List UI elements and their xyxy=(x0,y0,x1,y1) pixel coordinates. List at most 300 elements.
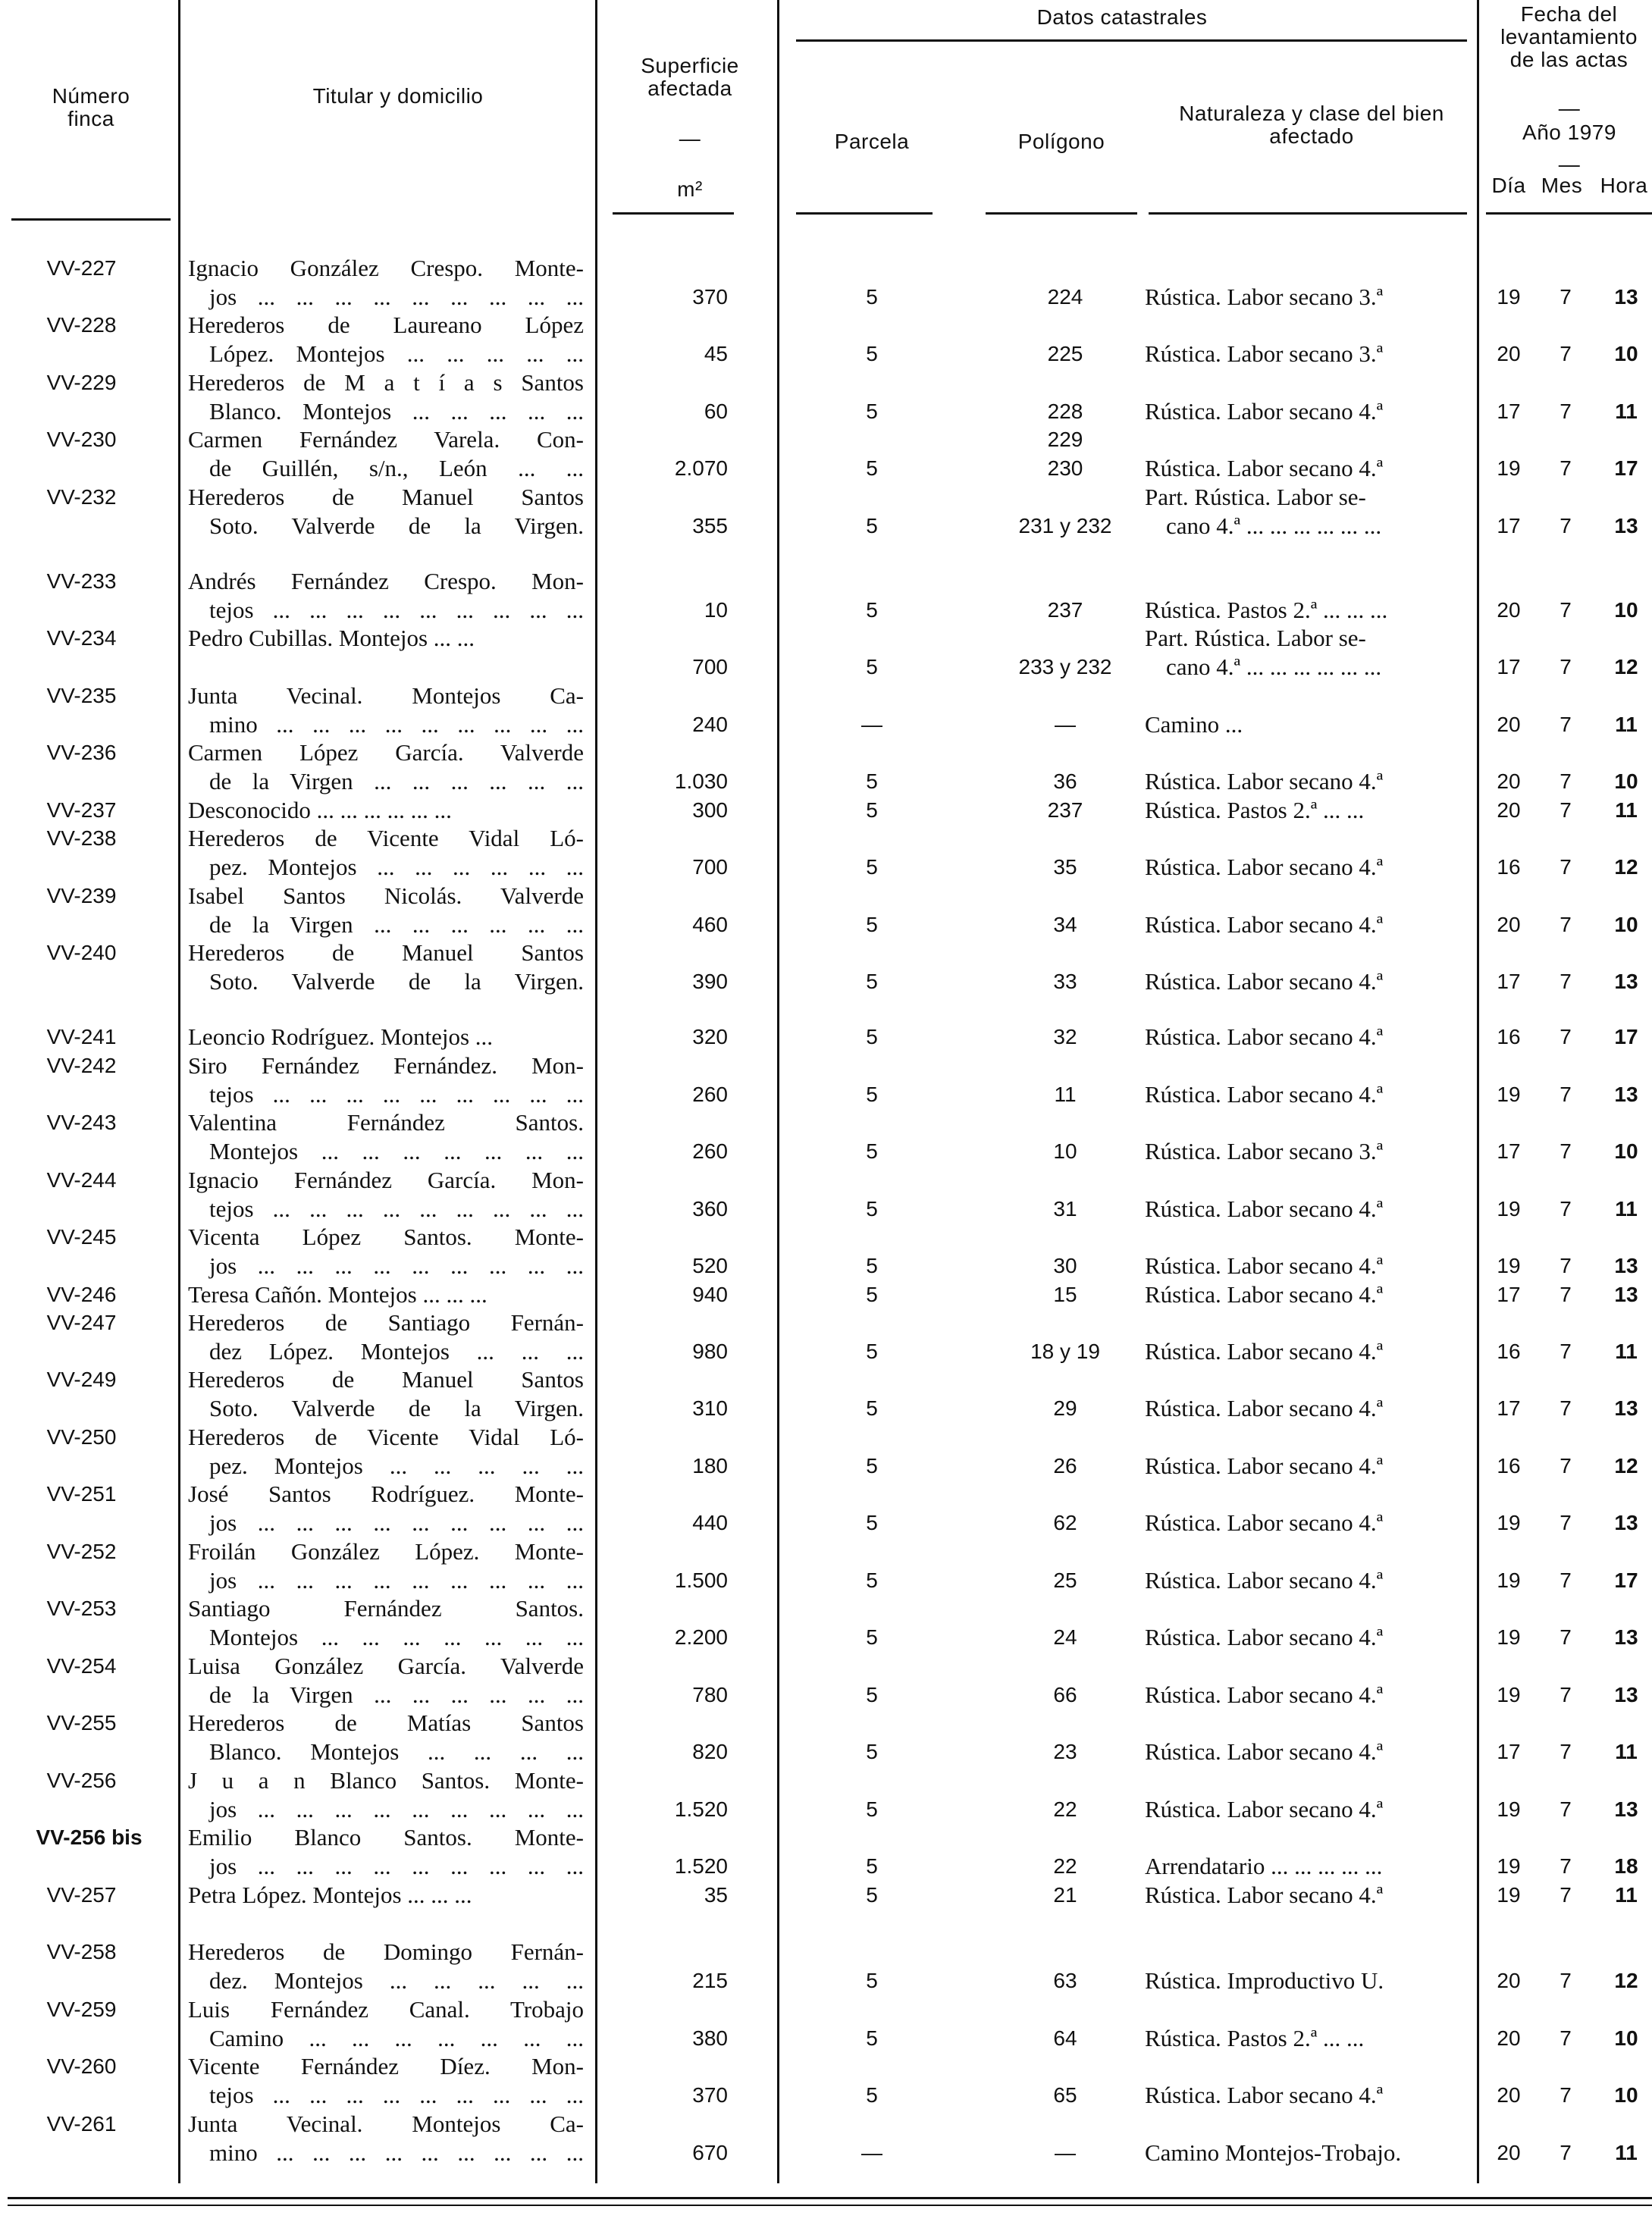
hora-value: 17 xyxy=(1614,1568,1638,1592)
finca-number: VV-252 xyxy=(46,1540,117,1563)
mes-value: 7 xyxy=(1560,1254,1572,1277)
mes-value: 7 xyxy=(1560,769,1572,793)
titular-line: Camino ... ... ... ... ... ... ... xyxy=(209,2025,584,2051)
mes-value: 7 xyxy=(1560,855,1572,879)
dia-value: 17 xyxy=(1497,1283,1521,1306)
mes-value: 7 xyxy=(1560,1454,1572,1478)
mes-value: 7 xyxy=(1560,713,1572,736)
finca-number: VV-257 xyxy=(46,1883,117,1907)
mes-value: 7 xyxy=(1560,1625,1572,1649)
parcela-value: 5 xyxy=(866,1396,878,1420)
hora-value: 11 xyxy=(1615,713,1638,736)
hora-value: 11 xyxy=(1615,1883,1638,1907)
naturaleza-line: Rústica. Labor secano 4.ª xyxy=(1145,1081,1384,1108)
header-anio: Año 1979 xyxy=(1522,121,1616,144)
mes-value: 7 xyxy=(1560,1396,1572,1420)
titular-cell xyxy=(188,824,584,882)
parcela-value: 5 xyxy=(866,855,878,879)
titular-cell xyxy=(188,254,584,312)
superficie-value: 240 xyxy=(692,713,728,736)
naturaleza-cell xyxy=(1145,710,1472,739)
naturaleza-cell xyxy=(1145,283,1472,312)
naturaleza-line: cano 4.ª ... ... ... ... ... ... xyxy=(1166,512,1382,539)
titular-cell xyxy=(188,796,584,825)
titular-cell xyxy=(188,1423,584,1481)
titular-line: Petra López. Montejos ... ... ... xyxy=(188,1882,472,1908)
naturaleza-cell xyxy=(1145,1738,1472,1766)
header-superficie-dash: — xyxy=(679,127,701,150)
hora-value: 13 xyxy=(1614,1683,1638,1706)
naturaleza-line: Rústica. Labor secano 3.ª xyxy=(1145,340,1384,367)
naturaleza-line: Rústica. Labor secano 4.ª xyxy=(1145,854,1384,880)
parcela-value: — xyxy=(861,713,882,736)
poligono-value: 32 xyxy=(1053,1025,1077,1048)
naturaleza-line: Camino ... xyxy=(1145,711,1243,738)
dia-value: 19 xyxy=(1497,1083,1521,1106)
titular-cell xyxy=(188,1537,584,1595)
naturaleza-line: Arrendatario ... ... ... ... ... xyxy=(1145,1853,1383,1879)
parcela-value: — xyxy=(861,2141,882,2164)
hora-value: 13 xyxy=(1614,970,1638,993)
mes-value: 7 xyxy=(1560,1740,1572,1763)
superficie-value: 180 xyxy=(692,1454,728,1478)
finca-number: VV-260 xyxy=(46,2054,117,2078)
titular-cell xyxy=(188,1594,584,1652)
poligono-value: 224 xyxy=(1047,285,1083,309)
parcela-value: 5 xyxy=(866,342,878,365)
finca-number: VV-239 xyxy=(46,884,117,907)
naturaleza-cell xyxy=(1145,1023,1472,1051)
naturaleza-line: Rústica. Pastos 2.ª ... ... ... xyxy=(1145,597,1388,623)
hora-value: 13 xyxy=(1614,285,1638,309)
titular-cell xyxy=(188,1308,584,1366)
finca-number: VV-246 xyxy=(46,1283,117,1306)
hora-value: 10 xyxy=(1614,342,1638,365)
titular-line: Emilio Blanco Santos. Monte- xyxy=(188,1824,584,1851)
titular-line: de la Virgen ... ... ... ... ... ... xyxy=(209,1681,584,1708)
naturaleza-cell xyxy=(1145,1795,1472,1824)
naturaleza-cell xyxy=(1145,596,1472,625)
titular-line: Blanco. Montejos ... ... ... ... xyxy=(209,1738,584,1765)
finca-number: VV-253 xyxy=(46,1597,117,1620)
finca-number: VV-250 xyxy=(46,1425,117,1449)
dia-value: 16 xyxy=(1497,1025,1521,1048)
naturaleza-cell xyxy=(1145,1280,1472,1309)
header-hora: Hora xyxy=(1600,174,1648,197)
parcela-value: 5 xyxy=(866,598,878,622)
superficie-value: 380 xyxy=(692,2026,728,2050)
dia-value: 16 xyxy=(1497,855,1521,879)
parcela-value: 5 xyxy=(866,1883,878,1907)
titular-line: mino ... ... ... ... ... ... ... ... ... xyxy=(209,711,584,738)
naturaleza-cell xyxy=(1145,1452,1472,1481)
finca-number: VV-228 xyxy=(46,313,117,337)
naturaleza-line: cano 4.ª ... ... ... ... ... ... xyxy=(1166,653,1382,680)
naturaleza-cell xyxy=(1145,1080,1472,1109)
header-fecha: Fecha del levantamiento de las actas xyxy=(1500,2,1638,71)
finca-number: VV-243 xyxy=(46,1111,117,1134)
titular-line: pez. Montejos ... ... ... ... ... ... xyxy=(209,854,584,880)
titular-line: jos ... ... ... ... ... ... ... ... ... xyxy=(209,284,584,310)
parcela-value: 5 xyxy=(866,514,878,537)
mes-value: 7 xyxy=(1560,655,1572,678)
naturaleza-line: Rústica. Labor secano 4.ª xyxy=(1145,911,1384,938)
titular-line: Vicenta López Santos. Monte- xyxy=(188,1224,584,1250)
titular-line: J u a n Blanco Santos. Monte- xyxy=(188,1767,584,1794)
naturaleza-cell xyxy=(1145,1509,1472,1537)
titular-line: Herederos de Laureano López xyxy=(188,312,584,338)
titular-cell xyxy=(188,939,584,996)
finca-number: VV-256 xyxy=(46,1769,117,1792)
hora-value: 13 xyxy=(1614,1083,1638,1106)
naturaleza-cell xyxy=(1145,1681,1472,1709)
hora-value: 11 xyxy=(1615,2141,1638,2164)
titular-line: Junta Vecinal. Montejos Ca- xyxy=(188,682,584,709)
titular-line: Herederos de Vicente Vidal Ló- xyxy=(188,825,584,851)
naturaleza-line: Rústica. Labor secano 4.ª xyxy=(1145,1624,1384,1650)
mes-value: 7 xyxy=(1560,970,1572,993)
finca-number: VV-233 xyxy=(46,569,117,593)
titular-line: Santiago Fernández Santos. xyxy=(188,1595,584,1622)
titular-cell xyxy=(188,368,584,426)
parcela-value: 5 xyxy=(866,913,878,936)
parcela-value: 5 xyxy=(866,400,878,423)
superficie-value: 2.200 xyxy=(674,1625,728,1649)
naturaleza-cell xyxy=(1145,1966,1472,1995)
naturaleza-cell xyxy=(1145,967,1472,996)
titular-line: Herederos de Domingo Fernán- xyxy=(188,1938,584,1965)
poligono-value: 30 xyxy=(1053,1254,1077,1277)
titular-cell xyxy=(188,1051,584,1109)
mes-value: 7 xyxy=(1560,2083,1572,2107)
poligono-value: 63 xyxy=(1053,1969,1077,1992)
titular-cell xyxy=(188,1938,584,1995)
mes-value: 7 xyxy=(1560,456,1572,480)
finca-number: VV-245 xyxy=(46,1225,117,1249)
naturaleza-line: Rústica. Labor secano 3.ª xyxy=(1145,1138,1384,1164)
header-naturaleza: Naturaleza y clase del bien afectado xyxy=(1179,102,1444,148)
superficie-value: 1.030 xyxy=(674,769,728,793)
dia-value: 20 xyxy=(1497,2026,1521,2050)
naturaleza-cell xyxy=(1145,1566,1472,1595)
poligono-value: 35 xyxy=(1053,855,1077,879)
dia-value: 20 xyxy=(1497,798,1521,822)
titular-line: de la Virgen ... ... ... ... ... ... xyxy=(209,768,584,794)
naturaleza-cell xyxy=(1145,624,1472,682)
titular-line: Froilán González López. Monte- xyxy=(188,1538,584,1565)
dia-value: 20 xyxy=(1497,2141,1521,2164)
poligono-value: 33 xyxy=(1053,970,1077,993)
superficie-value: 670 xyxy=(692,2141,728,2164)
hora-value: 13 xyxy=(1614,1396,1638,1420)
naturaleza-line: Rústica. Labor secano 4.ª xyxy=(1145,1453,1384,1479)
poligono-value: 66 xyxy=(1053,1683,1077,1706)
mes-value: 7 xyxy=(1560,913,1572,936)
titular-cell xyxy=(188,1480,584,1537)
naturaleza-cell xyxy=(1145,2024,1472,2053)
titular-cell xyxy=(188,624,584,653)
hora-value: 17 xyxy=(1614,456,1638,480)
hora-value: 10 xyxy=(1614,598,1638,622)
poligono-value: 11 xyxy=(1054,1083,1077,1106)
poligono-value: 36 xyxy=(1053,769,1077,793)
hora-value: 11 xyxy=(1615,400,1638,423)
mes-value: 7 xyxy=(1560,598,1572,622)
mes-value: 7 xyxy=(1560,1340,1572,1363)
titular-line: tejos ... ... ... ... ... ... ... ... ... xyxy=(209,1196,584,1222)
titular-line: Ignacio Fernández García. Mon- xyxy=(188,1167,584,1193)
naturaleza-cell xyxy=(1145,853,1472,882)
naturaleza-cell xyxy=(1145,2081,1472,2110)
hora-value: 13 xyxy=(1614,1254,1638,1277)
header-datos-catastrales: Datos catastrales xyxy=(1036,5,1208,29)
naturaleza-cell xyxy=(1145,1195,1472,1224)
hora-value: 12 xyxy=(1614,655,1638,678)
parcela-value: 5 xyxy=(866,769,878,793)
dia-value: 17 xyxy=(1497,1139,1521,1163)
superficie-value: 355 xyxy=(692,514,728,537)
titular-line: de Guillén, s/n., León ... ... xyxy=(209,455,584,481)
titular-line: jos ... ... ... ... ... ... ... ... ... xyxy=(209,1796,584,1822)
titular-line: Isabel Santos Nicolás. Valverde xyxy=(188,882,584,909)
superficie-value: 940 xyxy=(692,1283,728,1306)
titular-line: Herederos de Matías Santos xyxy=(188,1709,584,1736)
header-dash-anio: — xyxy=(1558,96,1581,120)
header-mes: Mes xyxy=(1541,174,1583,197)
titular-cell xyxy=(188,1108,584,1166)
parcela-value: 5 xyxy=(866,1340,878,1363)
naturaleza-cell xyxy=(1145,796,1472,825)
titular-line: tejos ... ... ... ... ... ... ... ... ... xyxy=(209,2082,584,2108)
poligono-value: 231 y 232 xyxy=(1018,514,1112,537)
header-dash-time: — xyxy=(1558,152,1581,176)
parcela-value: 5 xyxy=(866,2026,878,2050)
hora-value: 10 xyxy=(1614,1139,1638,1163)
titular-line: Herederos de Manuel Santos xyxy=(188,484,584,510)
finca-number: VV-238 xyxy=(46,826,117,850)
titular-line: Andrés Fernández Crespo. Mon- xyxy=(188,568,584,594)
superficie-value: 1.520 xyxy=(674,1854,728,1878)
poligono-value: 26 xyxy=(1053,1454,1077,1478)
finca-number: VV-251 xyxy=(46,1482,117,1506)
mes-value: 7 xyxy=(1560,1969,1572,1992)
dia-value: 17 xyxy=(1497,655,1521,678)
superficie-value: 310 xyxy=(692,1396,728,1420)
finca-number: VV-242 xyxy=(46,1054,117,1077)
superficie-value: 10 xyxy=(704,598,728,622)
titular-line: mino ... ... ... ... ... ... ... ... ... xyxy=(209,2139,584,2166)
dia-value: 20 xyxy=(1497,2083,1521,2107)
titular-line: Junta Vecinal. Montejos Ca- xyxy=(188,2111,584,2137)
naturaleza-line: Rústica. Labor secano 4.ª xyxy=(1145,1796,1384,1822)
hora-value: 13 xyxy=(1614,514,1638,537)
parcela-value: 5 xyxy=(866,1083,878,1106)
mes-value: 7 xyxy=(1560,1797,1572,1821)
titular-line: Teresa Cañón. Montejos ... ... ... xyxy=(188,1281,487,1308)
mes-value: 7 xyxy=(1560,514,1572,537)
naturaleza-line: Rústica. Labor secano 4.ª xyxy=(1145,1738,1384,1765)
parcela-value: 5 xyxy=(866,1625,878,1649)
header-numero-finca: Número finca xyxy=(52,84,130,130)
titular-cell xyxy=(188,1881,584,1910)
parcela-value: 5 xyxy=(866,456,878,480)
poligono-value: 18 y 19 xyxy=(1030,1340,1100,1363)
superficie-value: 360 xyxy=(692,1197,728,1221)
poligono-value: 237 xyxy=(1047,598,1083,622)
naturaleza-line: Rústica. Labor secano 4.ª xyxy=(1145,1681,1384,1708)
dia-value: 20 xyxy=(1497,342,1521,365)
poligono-value: — xyxy=(1055,2141,1076,2164)
naturaleza-line: Rústica. Labor secano 4.ª xyxy=(1145,1196,1384,1222)
dia-value: 17 xyxy=(1497,514,1521,537)
titular-line: Leoncio Rodríguez. Montejos ... xyxy=(188,1023,494,1050)
titular-cell xyxy=(188,1823,584,1881)
naturaleza-line: Rústica. Labor secano 4.ª xyxy=(1145,1252,1384,1279)
mes-value: 7 xyxy=(1560,1283,1572,1306)
parcela-value: 5 xyxy=(866,798,878,822)
naturaleza-line: Rústica. Improductivo U. xyxy=(1145,1967,1384,1994)
superficie-value: 300 xyxy=(692,798,728,822)
naturaleza-cell xyxy=(1145,1623,1472,1652)
superficie-value: 320 xyxy=(692,1025,728,1048)
header-superficie: Superficie afectada xyxy=(641,54,739,100)
mes-value: 7 xyxy=(1560,2026,1572,2050)
titular-line: Soto. Valverde de la Virgen. xyxy=(209,512,584,539)
finca-number: VV-237 xyxy=(46,798,117,822)
dia-value: 20 xyxy=(1497,1969,1521,1992)
superficie-value: 260 xyxy=(692,1083,728,1106)
header-dia: Día xyxy=(1491,174,1526,197)
parcela-value: 5 xyxy=(866,1511,878,1534)
dia-value: 19 xyxy=(1497,1254,1521,1277)
naturaleza-cell xyxy=(1145,483,1472,541)
titular-line: jos ... ... ... ... ... ... ... ... ... xyxy=(209,1853,584,1879)
superficie-value: 460 xyxy=(692,913,728,936)
poligono-value: 225 xyxy=(1047,342,1083,365)
superficie-value: 260 xyxy=(692,1139,728,1163)
naturaleza-cell xyxy=(1145,1394,1472,1423)
naturaleza-line: Rústica. Labor secano 4.ª xyxy=(1145,1023,1384,1050)
parcela-value: 5 xyxy=(866,2083,878,2107)
poligono-value: 22 xyxy=(1053,1854,1077,1878)
superficie-value: 215 xyxy=(692,1969,728,1992)
titular-line: Valentina Fernández Santos. xyxy=(188,1109,584,1136)
titular-line: Herederos de Manuel Santos xyxy=(188,939,584,966)
dia-value: 20 xyxy=(1497,913,1521,936)
naturaleza-cell xyxy=(1145,1881,1472,1910)
titular-cell xyxy=(188,483,584,541)
finca-number: VV-234 xyxy=(46,626,117,650)
titular-cell xyxy=(188,1709,584,1766)
dia-value: 19 xyxy=(1497,1197,1521,1221)
titular-line: Montejos ... ... ... ... ... ... ... xyxy=(209,1138,584,1164)
mes-value: 7 xyxy=(1560,342,1572,365)
hora-value: 10 xyxy=(1614,2083,1638,2107)
poligono-value: 29 xyxy=(1053,1396,1077,1420)
naturaleza-line: Rústica. Labor secano 4.ª xyxy=(1145,1281,1384,1308)
parcela-value: 5 xyxy=(866,1568,878,1592)
mes-value: 7 xyxy=(1560,1025,1572,1048)
parcela-value: 5 xyxy=(866,1854,878,1878)
mes-value: 7 xyxy=(1560,798,1572,822)
header-titular: Titular y domicilio xyxy=(312,84,484,108)
naturaleza-line: Rústica. Pastos 2.ª ... ... xyxy=(1145,797,1365,823)
header-parcela: Parcela xyxy=(834,130,910,153)
finca-number: VV-261 xyxy=(46,2112,117,2136)
dia-value: 19 xyxy=(1497,1854,1521,1878)
finca-number: VV-230 xyxy=(46,428,117,451)
titular-line: Carmen López García. Valverde xyxy=(188,739,584,766)
titular-cell xyxy=(188,1223,584,1280)
superficie-value: 780 xyxy=(692,1683,728,1706)
superficie-value: 440 xyxy=(692,1511,728,1534)
naturaleza-line: Rústica. Labor secano 4.ª xyxy=(1145,2082,1384,2108)
naturaleza-line: Rústica. Labor secano 4.ª xyxy=(1145,1882,1384,1908)
finca-number: VV-254 xyxy=(46,1654,117,1678)
titular-cell xyxy=(188,882,584,939)
finca-number: VV-247 xyxy=(46,1311,117,1334)
hora-value: 12 xyxy=(1614,1969,1638,1992)
naturaleza-cell xyxy=(1145,2139,1472,2167)
poligono-value: 237 xyxy=(1047,798,1083,822)
superficie-value: 45 xyxy=(704,342,728,365)
titular-cell xyxy=(188,1995,584,2053)
poligono-value: 23 xyxy=(1053,1740,1077,1763)
dia-value: 19 xyxy=(1497,1511,1521,1534)
naturaleza-line: Rústica. Pastos 2.ª ... ... xyxy=(1145,2025,1365,2051)
titular-line: Ignacio González Crespo. Monte- xyxy=(188,255,584,281)
titular-line: jos ... ... ... ... ... ... ... ... ... xyxy=(209,1252,584,1279)
titular-cell xyxy=(188,738,584,796)
titular-line: pez. Montejos ... ... ... ... ... xyxy=(209,1453,584,1479)
finca-number: VV-258 xyxy=(46,1940,117,1963)
hora-value: 18 xyxy=(1614,1854,1638,1878)
mes-value: 7 xyxy=(1560,1139,1572,1163)
parcela-value: 5 xyxy=(866,1025,878,1048)
titular-line: Desconocido ... ... ... ... ... ... xyxy=(188,797,452,823)
titular-line: Luisa González García. Valverde xyxy=(188,1653,584,1679)
titular-line: Soto. Valverde de la Virgen. xyxy=(209,1395,584,1421)
hora-value: 11 xyxy=(1615,798,1638,822)
titular-line: Herederos de Santiago Fernán- xyxy=(188,1309,584,1336)
header-poligono: Polígono xyxy=(1017,130,1105,153)
poligono-value: 228 xyxy=(1047,400,1083,423)
dia-value: 17 xyxy=(1497,400,1521,423)
finca-number: VV-256 bis xyxy=(36,1825,143,1849)
naturaleza-line: Rústica. Labor secano 4.ª xyxy=(1145,1509,1384,1536)
poligono-value: 233 y 232 xyxy=(1018,655,1112,678)
dia-value: 20 xyxy=(1497,713,1521,736)
hora-value: 13 xyxy=(1614,1625,1638,1649)
mes-value: 7 xyxy=(1560,1511,1572,1534)
naturaleza-line: Part. Rústica. Labor se- xyxy=(1145,484,1366,510)
superficie-value: 370 xyxy=(692,2083,728,2107)
poligono-value: 10 xyxy=(1053,1139,1077,1163)
superficie-value: 35 xyxy=(704,1883,728,1907)
naturaleza-line: Rústica. Labor secano 4.ª xyxy=(1145,1567,1384,1594)
titular-cell xyxy=(188,311,584,368)
naturaleza-cell xyxy=(1145,1137,1472,1166)
superficie-value: 520 xyxy=(692,1254,728,1277)
dia-value: 19 xyxy=(1497,1625,1521,1649)
titular-line: Blanco. Montejos ... ... ... ... ... xyxy=(209,398,584,425)
titular-line: López. Montejos ... ... ... ... ... xyxy=(209,340,584,367)
mes-value: 7 xyxy=(1560,400,1572,423)
naturaleza-cell xyxy=(1145,1252,1472,1280)
titular-cell xyxy=(188,1652,584,1709)
parcela-value: 5 xyxy=(866,1683,878,1706)
parcela-value: 5 xyxy=(866,1197,878,1221)
